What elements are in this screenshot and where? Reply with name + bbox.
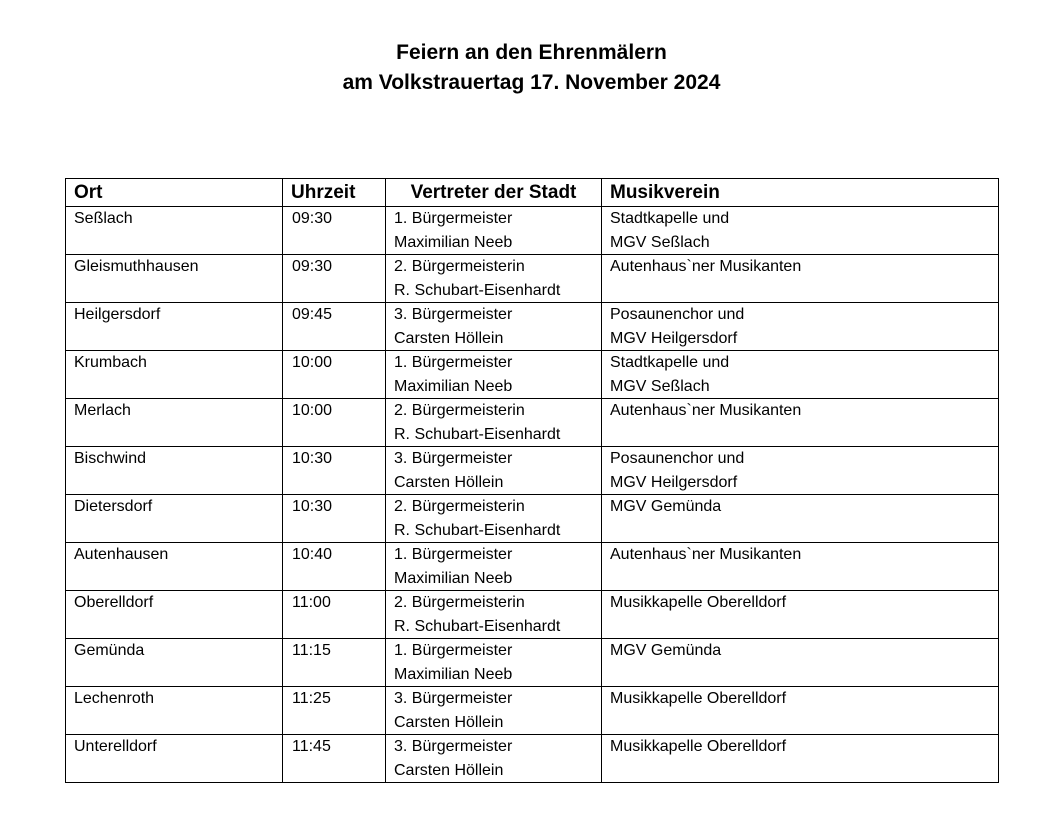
cell-musikverein-line: Musikkapelle Oberelldorf	[610, 690, 787, 707]
cell-ort-line: Dietersdorf	[74, 498, 153, 515]
cell-musikverein	[602, 399, 999, 447]
cell-vertreter-line: 3. Bürgermeister	[394, 450, 513, 467]
cell-uhrzeit-line: 10:30	[292, 450, 333, 467]
table-row	[66, 207, 999, 255]
table-row	[66, 303, 999, 351]
cell-uhrzeit	[283, 447, 386, 495]
cell-ort	[66, 543, 283, 591]
cell-musikverein-line: Musikkapelle Oberelldorf	[610, 738, 787, 755]
cell-vertreter-line: R. Schubart-Eisenhardt	[394, 617, 561, 635]
cell-ort-line: Heilgersdorf	[74, 306, 161, 323]
cell-musikverein-line: MGV Heilgersdorf	[610, 329, 738, 347]
cell-musikverein-line: Autenhaus`ner Musikanten	[610, 258, 802, 275]
cell-musikverein-line: Stadtkapelle und	[610, 210, 730, 227]
cell-vertreter	[386, 735, 602, 783]
cell-musikverein-line: Stadtkapelle und	[610, 354, 730, 371]
cell-vertreter	[386, 399, 602, 447]
table-row	[66, 687, 999, 735]
cell-musikverein-line: MGV Seßlach	[610, 377, 710, 395]
table-row	[66, 735, 999, 783]
cell-uhrzeit	[283, 639, 386, 687]
cell-musikverein-line: Musikkapelle Oberelldorf	[610, 594, 787, 611]
cell-musikverein-line: Autenhaus`ner Musikanten	[610, 546, 802, 563]
cell-uhrzeit	[283, 399, 386, 447]
cell-musikverein	[602, 495, 999, 543]
cell-uhrzeit	[283, 207, 386, 255]
cell-musikverein	[602, 255, 999, 303]
cell-vertreter	[386, 495, 602, 543]
cell-vertreter-line: 2. Bürgermeisterin	[394, 594, 525, 611]
cell-vertreter-line: Maximilian Neeb	[394, 569, 513, 587]
cell-musikverein	[602, 207, 999, 255]
cell-musikverein-line: Autenhaus`ner Musikanten	[610, 402, 802, 419]
cell-vertreter-line: 1. Bürgermeister	[394, 546, 513, 563]
cell-musikverein	[602, 687, 999, 735]
cell-vertreter	[386, 447, 602, 495]
cell-uhrzeit-line: 09:30	[292, 210, 333, 227]
cell-vertreter	[386, 639, 602, 687]
cell-musikverein	[602, 639, 999, 687]
cell-vertreter	[386, 351, 602, 399]
cell-vertreter-line: 3. Bürgermeister	[394, 306, 513, 323]
title-line-2: am Volkstrauertag 17. November 2024	[342, 71, 721, 94]
table-row	[66, 495, 999, 543]
cell-musikverein	[602, 735, 999, 783]
document-title	[0, 38, 1053, 98]
cell-ort	[66, 255, 283, 303]
cell-musikverein-line: MGV Heilgersdorf	[610, 473, 738, 491]
cell-vertreter-line: 2. Bürgermeisterin	[394, 258, 525, 275]
cell-vertreter-line: Carsten Höllein	[394, 473, 504, 491]
cell-vertreter-line: Maximilian Neeb	[394, 233, 513, 251]
cell-uhrzeit-line: 09:45	[292, 306, 333, 323]
cell-ort-line: Oberelldorf	[74, 594, 154, 611]
header-uhrzeit: Uhrzeit	[283, 179, 386, 207]
cell-uhrzeit-line: 11:25	[292, 690, 331, 707]
cell-musikverein-line: MGV Seßlach	[610, 233, 710, 251]
cell-uhrzeit	[283, 255, 386, 303]
cell-ort-line: Unterelldorf	[74, 738, 157, 755]
cell-vertreter-line: 2. Bürgermeisterin	[394, 498, 525, 515]
cell-vertreter-line: 3. Bürgermeister	[394, 738, 513, 755]
cell-uhrzeit-line: 10:00	[292, 402, 333, 419]
cell-vertreter-line: Carsten Höllein	[394, 329, 504, 347]
cell-vertreter-line: Carsten Höllein	[394, 713, 504, 731]
title-line-1: Feiern an den Ehrenmälern	[396, 41, 667, 64]
cell-ort	[66, 639, 283, 687]
cell-musikverein-line: Posaunenchor und	[610, 306, 745, 323]
cell-ort-line: Seßlach	[74, 210, 133, 227]
cell-ort	[66, 351, 283, 399]
cell-ort	[66, 303, 283, 351]
cell-ort	[66, 495, 283, 543]
cell-ort	[66, 735, 283, 783]
cell-uhrzeit-line: 10:00	[292, 354, 333, 371]
cell-musikverein-line: MGV Gemünda	[610, 498, 722, 515]
cell-ort	[66, 447, 283, 495]
cell-vertreter-line: 1. Bürgermeister	[394, 210, 513, 227]
cell-uhrzeit	[283, 351, 386, 399]
cell-uhrzeit-line: 11:45	[292, 738, 331, 755]
cell-uhrzeit-line: 09:30	[292, 258, 333, 275]
table-header-row	[66, 179, 999, 207]
table-row	[66, 351, 999, 399]
cell-ort-line: Merlach	[74, 402, 131, 419]
cell-vertreter-line: 1. Bürgermeister	[394, 642, 513, 659]
cell-musikverein-line: MGV Gemünda	[610, 642, 722, 659]
cell-vertreter-line: R. Schubart-Eisenhardt	[394, 425, 561, 443]
cell-musikverein-line: Posaunenchor und	[610, 450, 745, 467]
table-row	[66, 255, 999, 303]
cell-vertreter-line: 2. Bürgermeisterin	[394, 402, 525, 419]
header-vertreter: Vertreter der Stadt	[386, 179, 602, 207]
cell-vertreter	[386, 591, 602, 639]
cell-vertreter-line: R. Schubart-Eisenhardt	[394, 281, 561, 299]
cell-vertreter	[386, 255, 602, 303]
cell-vertreter-line: Maximilian Neeb	[394, 665, 513, 683]
table-row	[66, 543, 999, 591]
cell-musikverein	[602, 303, 999, 351]
cell-ort	[66, 687, 283, 735]
cell-vertreter	[386, 687, 602, 735]
cell-musikverein	[602, 351, 999, 399]
cell-ort-line: Bischwind	[74, 450, 147, 467]
cell-uhrzeit	[283, 591, 386, 639]
cell-vertreter	[386, 543, 602, 591]
cell-ort-line: Lechenroth	[74, 690, 155, 707]
cell-vertreter-line: 3. Bürgermeister	[394, 690, 513, 707]
cell-musikverein	[602, 591, 999, 639]
cell-ort	[66, 399, 283, 447]
cell-vertreter-line: Carsten Höllein	[394, 761, 504, 779]
header-musikverein: Musikverein	[602, 179, 999, 207]
cell-uhrzeit-line: 11:15	[292, 642, 331, 659]
cell-vertreter-line: 1. Bürgermeister	[394, 354, 513, 371]
table-row	[66, 639, 999, 687]
cell-uhrzeit-line: 10:40	[292, 546, 333, 563]
cell-uhrzeit	[283, 687, 386, 735]
cell-uhrzeit	[283, 495, 386, 543]
table-row	[66, 591, 999, 639]
cell-vertreter-line: Maximilian Neeb	[394, 377, 513, 395]
cell-musikverein	[602, 543, 999, 591]
table-row	[66, 447, 999, 495]
cell-vertreter-line: R. Schubart-Eisenhardt	[394, 521, 561, 539]
cell-ort-line: Gleismuthhausen	[74, 258, 199, 275]
cell-ort-line: Krumbach	[74, 354, 147, 371]
cell-ort	[66, 591, 283, 639]
cell-uhrzeit-line: 10:30	[292, 498, 333, 515]
cell-uhrzeit	[283, 543, 386, 591]
schedule-table	[65, 178, 999, 783]
table-row	[66, 399, 999, 447]
cell-vertreter	[386, 207, 602, 255]
cell-uhrzeit-line: 11:00	[292, 594, 331, 611]
cell-ort-line: Gemünda	[74, 642, 145, 659]
cell-musikverein	[602, 447, 999, 495]
cell-ort	[66, 207, 283, 255]
cell-ort-line: Autenhausen	[74, 546, 169, 563]
cell-uhrzeit	[283, 735, 386, 783]
cell-vertreter	[386, 303, 602, 351]
header-ort: Ort	[66, 179, 283, 207]
cell-uhrzeit	[283, 303, 386, 351]
